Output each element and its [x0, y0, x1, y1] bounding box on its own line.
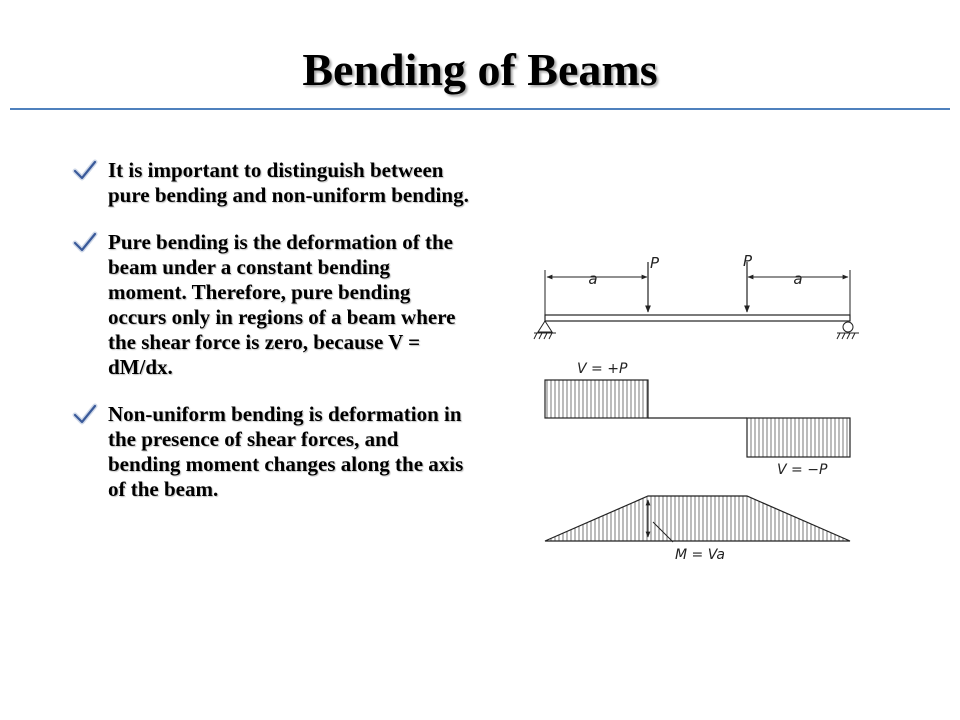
bullet-item: [72, 230, 472, 380]
check-icon: [72, 231, 98, 255]
bullet-list: [72, 158, 472, 524]
title-divider: [10, 108, 950, 110]
pin-support: [534, 321, 556, 339]
moment-diagram: [545, 496, 850, 541]
bullet-item: [72, 402, 472, 502]
dimension-label-left: a: [588, 270, 598, 288]
bullet-item: [72, 158, 472, 208]
check-icon: [72, 159, 98, 183]
load-label-left: P: [650, 254, 660, 272]
shear-positive-label: V = +P: [577, 361, 628, 377]
check-icon: [72, 403, 98, 427]
shear-positive-block: [545, 380, 648, 418]
moment-label: M = Va: [675, 547, 725, 563]
shear-negative-label: V = −P: [777, 462, 828, 478]
beam-diagram: [525, 232, 875, 582]
bullet-text: Pure bending is the deformation of the beam under a constant bending moment. Therefore, pure bending occurs only in regions of a beam where the shear force is zero, because V = dM/dx.: [108, 230, 456, 379]
load-arrows: [648, 262, 747, 312]
beam: [545, 315, 850, 321]
shear-negative-block: [747, 418, 850, 457]
roller-support: [837, 322, 859, 339]
dimension-label-right: a: [793, 270, 803, 288]
page-title: Bending of Beams: [302, 44, 658, 95]
bullet-text: Non-uniform bending is deformation in the presence of shear forces, and bending moment changes along the axis of the beam.: [108, 402, 464, 501]
bullet-text: It is important to distinguish between pure bending and non-uniform bending.: [108, 158, 469, 207]
load-label-right: P: [743, 252, 753, 270]
